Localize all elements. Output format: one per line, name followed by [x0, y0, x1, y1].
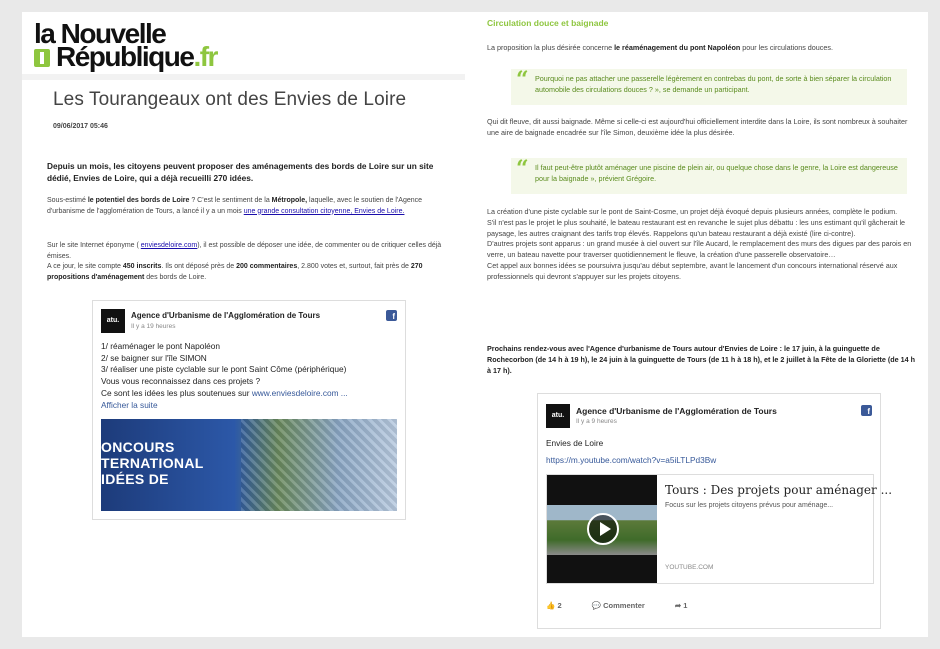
left-clipping [22, 12, 467, 637]
city-aerial-image [241, 419, 397, 511]
section-heading: Circulation douce et baignade [487, 18, 609, 28]
article-lead: Depuis un mois, les citoyens peuvent proposer des aménagements des bords de Loire sur un site dédié, Envies de Loire, qui a déjà recueilli 270 idées. [47, 161, 434, 183]
post-time: Il y a 19 heures [131, 323, 176, 330]
right-paragraph-1: La proposition la plus désirée concerne le réaménagement du pont Napoléon pour les circulations douces. [487, 43, 833, 52]
logo-leaf-icon [34, 49, 50, 67]
agency-name[interactable]: Agence d'Urbanisme de l'Agglomération de Tours [576, 406, 777, 416]
facebook-icon[interactable]: f [386, 310, 397, 321]
video-title[interactable]: Tours : Des projets pour aménager ... [665, 483, 893, 497]
fb-post-header [546, 404, 872, 430]
video-card[interactable] [546, 474, 893, 584]
logo-line1: la Nouvelle [34, 18, 166, 49]
site-logo[interactable] [34, 18, 217, 72]
fb-line: Vous vous reconnaissez dans ces projets ? [101, 376, 261, 387]
share-button[interactable]: ➦ 1 [674, 601, 688, 610]
enviesdeloire-link[interactable]: enviesdeloire.com [140, 242, 198, 249]
fb-site-link[interactable]: www.enviesdeloire.com ... [251, 387, 348, 398]
comment-button[interactable]: 💬 Commenter [591, 601, 645, 610]
show-more-link[interactable]: Afficher la suite [101, 399, 158, 410]
consultation-link[interactable]: une grande consultation citoyenne, Envies de Loire. [243, 207, 405, 215]
video-source: YOUTUBE.COM [665, 564, 714, 571]
fb-line: 2/ se baigner sur l'île SIMON [101, 352, 207, 363]
agency-avatar[interactable]: atu. [101, 309, 125, 333]
image-caption: ONCOURS TERNATIONAL IDÉES DE [101, 439, 204, 487]
right-clipping [485, 12, 928, 637]
fb-post-image[interactable] [101, 419, 397, 511]
quote-2: “ Il faut peut-être plutôt aménager une piscine de plein air, ou quelque chose dans le genre, la Loire est dangereuse pour la baignade », prévient Grégoire. [511, 158, 907, 194]
facebook-embed-2[interactable] [537, 393, 893, 629]
paragraph-1: Sous-estimé le potentiel des bords de Loire ? C'est le sentiment de la Métropole, laquelle, avec le soutien de l'Agence d'urbanisme de l'agglomération de Tours, a lancé il y a un mois une grande consultation citoyenne, Envies de Loire. [47, 197, 423, 215]
page [22, 12, 928, 637]
header [22, 12, 465, 80]
fb-line: 3/ réaliser une piste cyclable sur le pont Saint Côme (périphérique) [101, 364, 347, 375]
post-time: Il y a 9 heures [576, 418, 617, 425]
quote-mark-icon: “ [516, 156, 529, 182]
upcoming-events: Prochains rendez-vous avec l'Agence d'urbanisme de Tours autour d'Envies de Loire : le 17 juin, à la guinguette de Rochecorbon (de 14 h à 19 h), le 24 juin à la guinguette de Tours (de 11 h à 18 h), et le 2 juillet à la Fête de la Gloriette (de 14 h à 17 h). [487, 344, 916, 375]
fb-post-text [101, 341, 397, 411]
fb-line: Ce sont les idées les plus soutenues sur www.enviesdeloire.com ... [101, 387, 348, 398]
fb-post-text: Envies de Loire [546, 438, 604, 448]
facebook-embed-1[interactable] [92, 300, 406, 520]
like-button[interactable]: 👍 2 [546, 601, 562, 610]
right-paragraph-3: La création d'une piste cyclable sur le pont de Saint-Cosme, un projet déjà évoqué depuis plusieurs années, complète le podium. S'il n'est pas le projet le plus souhaité, le bateau restaurant est en revanche le sujet plus débattu : les uns estimant qu'il gâcherait le paysage, les autres craignant des tarifs trop élevés. Rappelons qu'un bateau restaurant a déjà existé (lire ci-contre). D'autres projets sont apparus : un grand musée à ciel ouvert sur l'île Aucard, le remplacement des murs des digues par des parois en verre, un bateau navette pour traverser quotidiennement le fleuve, la création d'une passerelle observatoire… Cet appel aux bonnes idées se poursuivra jusqu'au début septembre, avant le lancement d'un concours international réservé aux professionnels qui devront s'appuyer sur les projets citoyens. [487, 207, 912, 281]
quote-mark-icon: “ [516, 67, 529, 93]
logo-line2: République.fr [56, 41, 217, 72]
agency-avatar[interactable]: atu. [546, 404, 570, 428]
article-title: Les Tourangeaux ont des Envies de Loire [53, 89, 407, 110]
video-description: Focus sur les projets citoyens prévus pour aménage... [665, 502, 834, 509]
play-icon[interactable] [587, 513, 619, 545]
agency-name[interactable]: Agence d'Urbanisme de l'Agglomération de Tours [131, 311, 321, 320]
fb-post-actions [546, 601, 874, 610]
right-paragraph-2: Qui dit fleuve, dit aussi baignade. Même si celle-ci est aujourd'hui officiellement interdite dans la Loire, ils sont nombreux à souhaiter une aire de baignade encadrée sur l'île Simon, deuxième idée la plus désirée. [487, 117, 908, 137]
fb-post-header [101, 309, 397, 335]
video-thumbnail[interactable] [547, 475, 657, 583]
paragraph-2: Sur le site Internet éponyme ( enviesdeloire.com), il est possible de déposer une idée, de commenter ou de critiquer celles déjà émises. A ce jour, le site compte 450 inscrits. Ils ont déposé près de 200 commentaires, 2.800 votes et, surtout, fait près de 270 propositions d'aménagement des bords de Loire. [47, 242, 442, 281]
fb-line: 1/ réaménager le pont Napoléon [101, 341, 221, 351]
facebook-icon[interactable]: f [861, 405, 872, 416]
quote-1: “ Pourquoi ne pas attacher une passerelle légèrement en contrebas du pont, de sorte à bien séparer la circulation automobile des circulations douces ? », se demande un participant. [511, 69, 907, 105]
article-date: 09/06/2017 05:46 [53, 123, 108, 130]
youtube-link[interactable]: https://m.youtube.com/watch?v=a5iLTLPd3Bw [546, 455, 717, 465]
